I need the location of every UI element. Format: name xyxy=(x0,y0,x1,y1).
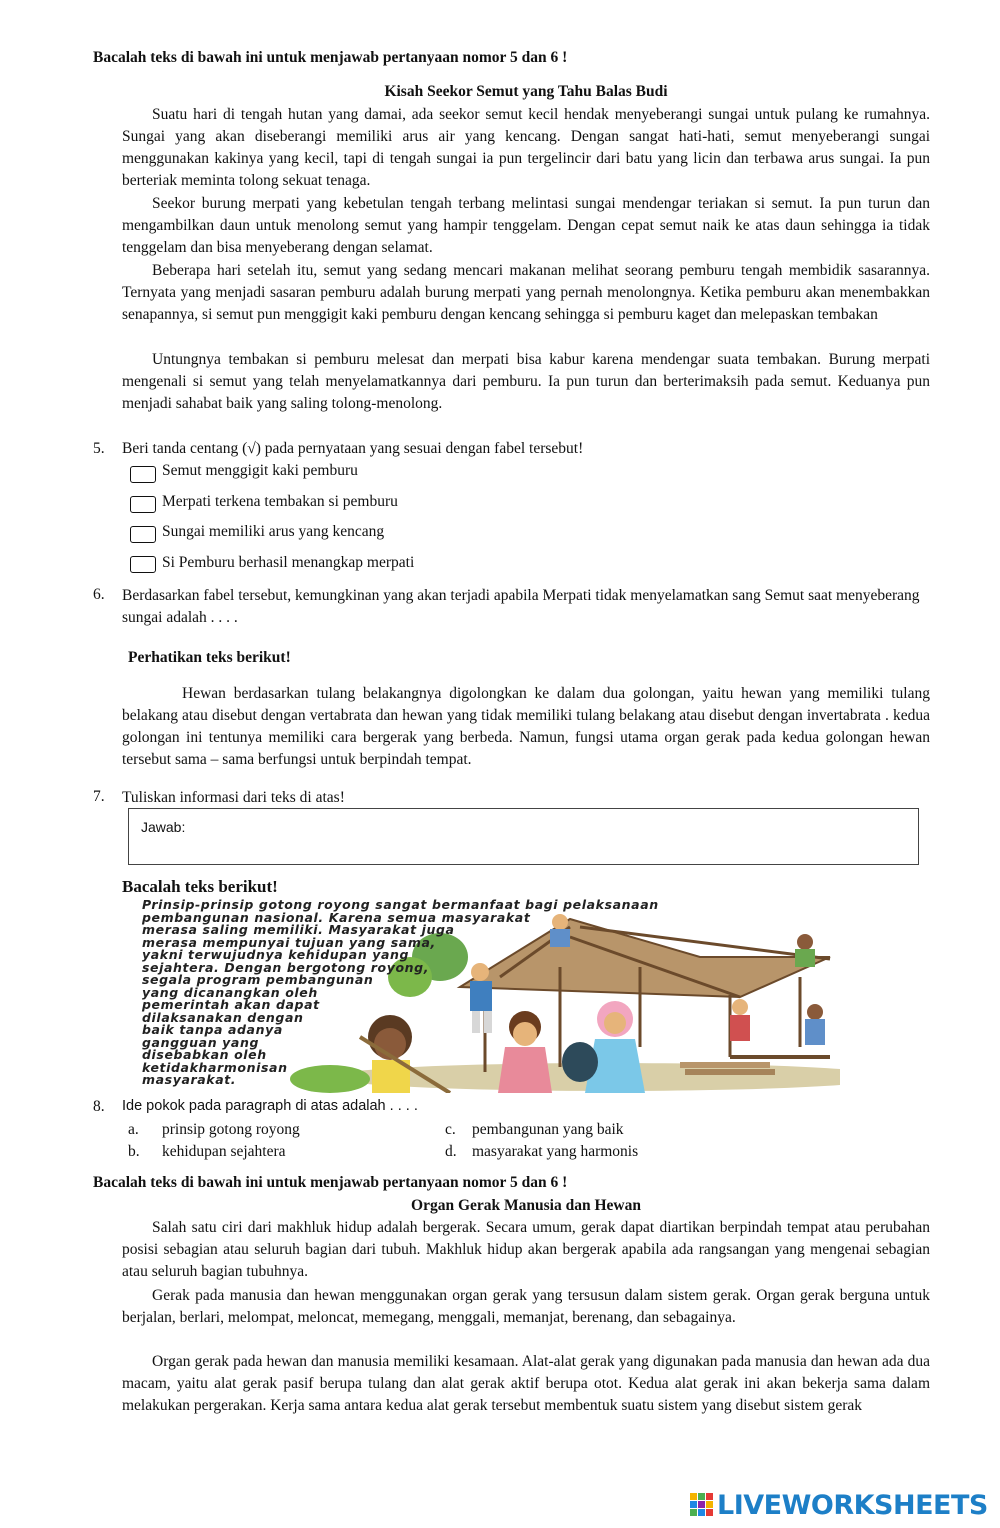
answer-input-q7[interactable] xyxy=(128,808,919,865)
option-letter: a. xyxy=(128,1121,139,1138)
checkbox-option-1[interactable] xyxy=(130,466,156,483)
gotong-royong-illustration xyxy=(140,897,840,1093)
story-title: Kisah Seekor Semut yang Tahu Balas Budi xyxy=(384,83,668,100)
question-text: Ide pokok pada paragraph di atas adalah . . . . xyxy=(122,1098,418,1114)
article-title: Organ Gerak Manusia dan Hewan xyxy=(411,1197,641,1214)
brand-name: LIVEWORKSHEETS xyxy=(717,1489,988,1521)
story-paragraph: Beberapa hari setelah itu, semut yang sedang mencari makanan melihat seorang pemburu tengah membidik sasarannya. Ternyata yang menjadi sasaran pemburu adalah burung merpati yang pernah menolongnya. Ketika pemburu akan menembakkan senapannya, si semut pun menggigit kaki pemburu dengan kencang sehingga si pemburu kaget dan melepaskan tembakan xyxy=(122,262,930,323)
article-paragraph: Organ gerak pada hewan dan manusia memiliki kesamaan. Alat-alat gerak yang digunakan pada manusia dan hewan ada dua macam, yaitu alat gerak pasif berupa tulang dan alat gerak aktif berupa otot. Kedua alat gerak ini akan bekerja sama dalam melakukan pergerakan. Kerja sama antara kedua alat gerak tersebut membentuk suatu sistem yang disebut sistem gerak xyxy=(122,1353,930,1414)
question-number: 6. xyxy=(93,586,105,603)
liveworksheets-logo[interactable] xyxy=(690,1488,988,1522)
checkbox-option-2[interactable] xyxy=(130,496,156,513)
option-label: Si Pemburu berhasil menangkap merpati xyxy=(162,554,415,571)
question-number: 8. xyxy=(93,1098,105,1115)
question-text: Berdasarkan fabel tersebut, kemungkinan yang akan terjadi apabila Merpati tidak menyelamatkan sang Semut saat menyeberang sungai adalah . . . . xyxy=(122,587,920,626)
section-heading: Bacalah teks berikut! xyxy=(122,877,278,896)
instruction-q5-6: Bacalah teks di bawah ini untuk menjawab pertanyaan nomor 5 dan 6 ! xyxy=(93,49,568,66)
story-paragraph: Untungnya tembakan si pemburu melesat dan merpati bisa kabur karena mendengar suata tembakan. Burung merpati mengenali si semut yang telah menyelamatkannya dari pemburu. Ia pun turun dan berterimaksih pada semut. Keduanya pun menjadi sahabat baik yang saling tolong-menolong. xyxy=(122,351,930,412)
option-a[interactable]: prinsip gotong royong xyxy=(162,1121,300,1138)
info-paragraph: Hewan berdasarkan tulang belakangnya digolongkan ke dalam dua golongan, yaitu hewan yang memiliki tulang belakang atau disebut dengan vertabrata dan hewan yang tidak memiliki tulang belakang atau disebut dengan invertabrata . kedua golongan ini tentunya memiliki cara bergerak yang berbeda. Namun, fungsi utama organ gerak pada kedua golongan hewan tersebut sama – sama berfungsi untuk berpindah tempat. xyxy=(122,685,930,768)
instruction-q5-6: Bacalah teks di bawah ini untuk menjawab pertanyaan nomor 5 dan 6 ! xyxy=(93,1174,568,1191)
answer-label: Jawab: xyxy=(141,819,186,835)
option-letter: c. xyxy=(445,1121,456,1138)
section-heading: Perhatikan teks berikut! xyxy=(128,649,291,666)
story-paragraph: Suatu hari di tengah hutan yang damai, ada seekor semut kecil hendak menyeberangi sungai untuk pulang ke rumahnya. Sungai yang akan diseberangi memiliki arus air yang kencang. Dengan sangat hati-hati, semut menyeberangi sungai menggunakan kakinya yang kecil, tapi di tengah sungai ia pun tergelincir dari batu yang licin dan terbawa arus sungai. Ia pun berteriak meminta tolong sekuat tenaga. xyxy=(122,106,930,189)
option-label: Merpati terkena tembakan si pemburu xyxy=(162,493,398,510)
checkbox-option-4[interactable] xyxy=(130,556,156,573)
option-d[interactable]: masyarakat yang harmonis xyxy=(472,1143,639,1160)
article-paragraph: Gerak pada manusia dan hewan menggunakan organ gerak yang tersusun dalam sistem gerak. Organ gerak berguna untuk berjalan, berlari, melompat, meloncat, memegang, menggali, memanjat, berenang, dan sebagainya. xyxy=(122,1287,930,1326)
question-number: 5. xyxy=(93,440,105,457)
option-c[interactable]: pembangunan yang baik xyxy=(472,1121,624,1138)
checkbox-option-3[interactable] xyxy=(130,526,156,543)
question-text: Beri tanda centang (√) pada pernyataan yang sesuai dengan fabel tersebut! xyxy=(122,440,584,457)
option-label: Semut menggigit kaki pemburu xyxy=(162,462,358,479)
article-paragraph: Salah satu ciri dari makhluk hidup adalah bergerak. Secara umum, gerak dapat diartikan berpindah tempat atau perubahan posisi sebagian atau seluruh bagian dari tubuh. Makhluk hidup akan bergerak apabila ada rangsangan yang mengenai sebagian atau seluruh bagian tubuhnya. xyxy=(122,1219,930,1280)
liveworksheets-grid-icon xyxy=(690,1493,714,1517)
option-letter: b. xyxy=(128,1143,140,1160)
story-paragraph: Seekor burung merpati yang kebetulan tengah terbang melintasi sungai mendengar teriakan si semut. Ia pun turun dan mengambilkan daun untuk menolong semut yang hampir tenggelam. Dengan cepat semut naik ke atas daun sehingga ia tidak tenggelam dan bisa menyeberang dengan selamat. xyxy=(122,195,930,256)
option-label: Sungai memiliki arus yang kencang xyxy=(162,523,385,540)
question-number: 7. xyxy=(93,788,105,805)
option-letter: d. xyxy=(445,1143,457,1160)
illustration-text: Prinsip-prinsip gotong royong sangat bermanfaat bagi pelaksanaan pembangunan nasional. Karena semua masyarakat merasa saling memiliki. Masyarakat juga merasa mempunyai tujuan yang sama, yakni terwujudnya kehidupan yang sejahtera. Dengan bergotong royong, segala program pembangunan yang dicanangkan oleh pemerintah akan dapat dilaksanakan dengan baik tanpa adanya gangguan yang disebabkan oleh ketidakharmonisan masyarakat. xyxy=(142,897,659,1087)
option-b[interactable]: kehidupan sejahtera xyxy=(162,1143,286,1160)
question-text: Tuliskan informasi dari teks di atas! xyxy=(122,789,345,806)
